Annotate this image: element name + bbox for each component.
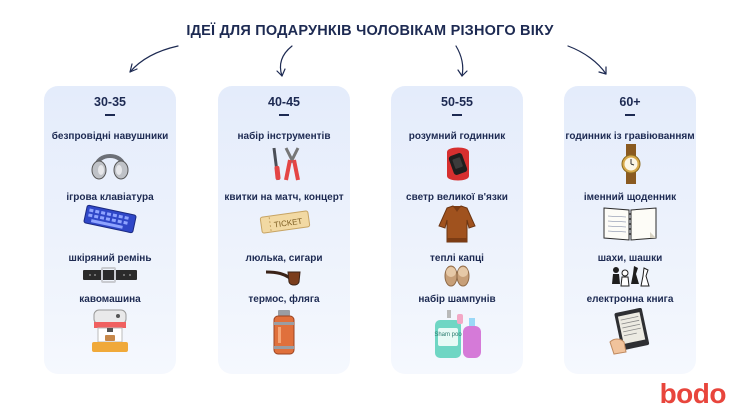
column-40-45 <box>218 86 350 374</box>
item-label: розумний годинник <box>408 131 506 142</box>
chess-icon <box>608 264 652 288</box>
item-label: люлька, сигари <box>245 253 323 264</box>
pipe-icon <box>262 266 306 288</box>
item-label: годинник із гравіюванням <box>565 131 695 142</box>
dash <box>625 114 635 116</box>
age-label: 50-55 <box>441 95 473 109</box>
keyboard-icon <box>82 204 138 234</box>
item-label: теплі капці <box>430 253 484 264</box>
page-title: ІДЕЇ ДЛЯ ПОДАРУНКІВ ЧОЛОВІКАМ РІЗНОГО ВІКУ <box>186 23 554 39</box>
shampoo-icon <box>431 308 485 360</box>
column-30-35 <box>44 86 176 374</box>
item-label: квитки на матч, концерт <box>224 192 344 203</box>
headphones-icon <box>90 144 130 182</box>
slippers-icon <box>443 264 471 288</box>
item-label: іменний щоденник <box>583 192 677 203</box>
arrow-1 <box>130 46 178 72</box>
bodo-logo[interactable]: bodo <box>659 378 726 409</box>
column-60-plus <box>564 86 696 374</box>
belt-icon <box>82 266 138 284</box>
item-label: електронна книга <box>586 294 674 305</box>
smartwatch-icon <box>441 144 475 184</box>
arrows <box>0 0 740 90</box>
wristwatch-icon <box>618 144 644 184</box>
coffee-machine-icon <box>90 308 130 354</box>
tools-icon <box>266 144 302 184</box>
item-label: шкіряний ремінь <box>68 253 152 264</box>
item-label: набір шампунів <box>418 294 496 305</box>
age-label: 30-35 <box>94 95 126 109</box>
item-label: шахи, шашки <box>597 253 663 264</box>
age-label: 40-45 <box>268 95 300 109</box>
item-label: кавомашина <box>79 294 141 305</box>
age-label: 60+ <box>619 95 641 109</box>
item-label: ігрова клавіатура <box>66 192 154 203</box>
shampoo-label: Sham poo <box>434 332 462 338</box>
thermos-icon <box>270 308 298 358</box>
ticket-icon <box>258 208 312 236</box>
item-label: термос, фляга <box>248 294 320 305</box>
item-label: светр великої в'язки <box>406 192 508 203</box>
dash <box>105 114 115 116</box>
item-label: набір інструментів <box>237 131 331 142</box>
dash <box>279 114 289 116</box>
sweater-icon <box>437 204 477 244</box>
ebook-icon <box>608 308 654 356</box>
ticket-text: TICKET <box>273 216 303 230</box>
column-50-55 <box>391 86 523 374</box>
item-label: безпровідні навушники <box>51 131 169 142</box>
dash <box>452 114 462 116</box>
notebook-icon <box>602 204 658 244</box>
arrow-2 <box>280 46 292 76</box>
arrow-4 <box>568 46 606 74</box>
